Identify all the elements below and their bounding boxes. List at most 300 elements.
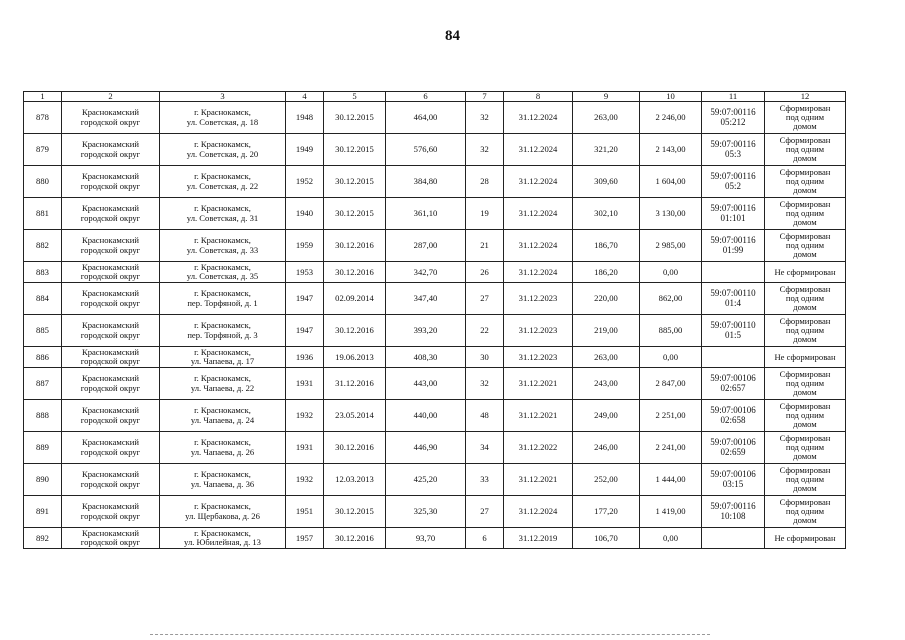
cadastral-cell xyxy=(702,262,765,283)
municipality-cell-line: Краснокамский xyxy=(81,320,140,331)
address-cell xyxy=(160,230,286,262)
address-cell xyxy=(160,102,286,134)
status-cell-line: под одним xyxy=(785,176,825,186)
status-cell-line: Сформирован xyxy=(779,283,831,294)
cadastral-cell-line: 02:658 xyxy=(720,414,746,425)
status-cell xyxy=(765,400,846,432)
people-cell: 21 xyxy=(466,230,504,262)
address-cell xyxy=(160,315,286,347)
row-number: 881 xyxy=(24,198,62,230)
status-cell-line: Сформирован xyxy=(779,198,831,209)
column-header-11: 11 xyxy=(702,92,765,102)
area-cell: 576,60 xyxy=(386,134,466,166)
value10-cell: 2 246,00 xyxy=(640,102,702,134)
status-cell-line: Не сформирован xyxy=(774,266,836,277)
area-cell: 425,20 xyxy=(386,464,466,496)
address-cell-line: г. Краснокамск, xyxy=(194,288,251,299)
row-number: 884 xyxy=(24,283,62,315)
status-cell-line: Сформирован xyxy=(779,400,831,411)
value9-cell: 106,70 xyxy=(573,528,640,549)
table-row xyxy=(24,134,846,166)
cadastral-cell-line: 02:659 xyxy=(720,446,746,457)
municipality-cell-line: городской округ xyxy=(80,356,141,367)
cadastral-cell xyxy=(702,528,765,549)
value10-cell: 1 444,00 xyxy=(640,464,702,496)
address-cell-line: ул. Юбилейная, д. 13 xyxy=(184,537,261,548)
municipality-cell-line: городской округ xyxy=(80,212,141,223)
footer-rule xyxy=(150,634,710,637)
municipality-cell-line: городской округ xyxy=(80,537,141,548)
municipality-cell-line: Краснокамский xyxy=(81,107,140,118)
address-cell-line: г. Краснокамск, xyxy=(194,139,251,150)
municipality-cell-line: Краснокамский xyxy=(81,139,140,150)
column-header-10: 10 xyxy=(640,92,702,102)
date-cell: 30.12.2016 xyxy=(324,432,386,464)
cadastral-cell-line: 03:15 xyxy=(722,478,744,489)
deadline-cell: 31.12.2023 xyxy=(504,347,573,368)
row-number: 879 xyxy=(24,134,62,166)
status-cell xyxy=(765,432,846,464)
address-cell xyxy=(160,368,286,400)
year-cell: 1952 xyxy=(286,166,324,198)
municipality-cell xyxy=(62,496,160,528)
municipality-cell-line: городской округ xyxy=(80,148,141,159)
year-cell: 1947 xyxy=(286,315,324,347)
cadastral-cell xyxy=(702,102,765,134)
people-cell: 34 xyxy=(466,432,504,464)
column-header-2: 2 xyxy=(62,92,160,102)
municipality-cell-line: Краснокамский xyxy=(81,405,140,416)
status-cell-line: под одним xyxy=(785,474,825,484)
column-header-3: 3 xyxy=(160,92,286,102)
cadastral-cell-line: 59:07:00106 xyxy=(710,373,756,384)
area-cell: 342,70 xyxy=(386,262,466,283)
column-header-8: 8 xyxy=(504,92,573,102)
year-cell: 1953 xyxy=(286,262,324,283)
deadline-cell: 31.12.2021 xyxy=(504,368,573,400)
table-row xyxy=(24,528,846,549)
date-cell: 23.05.2014 xyxy=(324,400,386,432)
value9-cell: 249,00 xyxy=(573,400,640,432)
municipality-cell xyxy=(62,464,160,496)
row-number: 878 xyxy=(24,102,62,134)
value9-cell: 263,00 xyxy=(573,102,640,134)
table-row xyxy=(24,198,846,230)
value10-cell: 3 130,00 xyxy=(640,198,702,230)
row-number: 883 xyxy=(24,262,62,283)
address-cell-line: г. Краснокамск, xyxy=(194,527,251,538)
date-cell: 30.12.2016 xyxy=(324,262,386,283)
value10-cell: 1 604,00 xyxy=(640,166,702,198)
address-cell-line: ул. Чапаева, д. 36 xyxy=(190,478,255,489)
municipality-cell xyxy=(62,283,160,315)
people-cell: 48 xyxy=(466,400,504,432)
status-cell-line: домом xyxy=(793,249,817,260)
status-cell xyxy=(765,166,846,198)
table-body xyxy=(24,102,846,549)
status-cell xyxy=(765,134,846,166)
address-cell xyxy=(160,198,286,230)
deadline-cell: 31.12.2024 xyxy=(504,102,573,134)
status-cell-line: Не сформирован xyxy=(774,351,836,362)
municipality-cell xyxy=(62,166,160,198)
cadastral-cell-line: 59:07:00106 xyxy=(710,405,756,416)
address-cell-line: г. Краснокамск, xyxy=(194,437,251,448)
year-cell: 1959 xyxy=(286,230,324,262)
area-cell: 393,20 xyxy=(386,315,466,347)
status-cell-line: Сформирован xyxy=(779,134,831,145)
value9-cell: 177,20 xyxy=(573,496,640,528)
cadastral-cell-line: 59:07:00116 xyxy=(710,203,756,214)
value9-cell: 186,70 xyxy=(573,230,640,262)
address-cell xyxy=(160,432,286,464)
municipality-cell-line: Краснокамский xyxy=(81,527,140,538)
municipality-cell-line: городской округ xyxy=(80,116,141,127)
area-cell: 287,00 xyxy=(386,230,466,262)
municipality-cell-line: Краснокамский xyxy=(81,346,140,357)
column-header-5: 5 xyxy=(324,92,386,102)
column-header-1: 1 xyxy=(24,92,62,102)
date-cell: 19.06.2013 xyxy=(324,347,386,368)
cadastral-cell xyxy=(702,496,765,528)
value9-cell: 186,20 xyxy=(573,262,640,283)
value10-cell: 0,00 xyxy=(640,347,702,368)
status-cell-line: под одним xyxy=(785,240,825,250)
people-cell: 27 xyxy=(466,496,504,528)
row-number: 880 xyxy=(24,166,62,198)
value10-cell: 1 419,00 xyxy=(640,496,702,528)
address-cell-line: г. Краснокамск, xyxy=(194,235,251,246)
status-cell-line: домом xyxy=(793,387,817,398)
address-cell-line: ул. Советская, д. 35 xyxy=(186,271,259,282)
municipality-cell xyxy=(62,368,160,400)
table-row xyxy=(24,368,846,400)
column-header-12: 12 xyxy=(765,92,846,102)
people-cell: 27 xyxy=(466,283,504,315)
date-cell: 30.12.2015 xyxy=(324,166,386,198)
municipality-cell-line: городской округ xyxy=(80,382,141,393)
municipality-cell-line: Краснокамский xyxy=(81,203,140,214)
date-cell: 30.12.2015 xyxy=(324,496,386,528)
address-cell-line: ул. Чапаева, д. 26 xyxy=(190,446,255,457)
cadastral-cell-line: 59:07:00116 xyxy=(710,139,756,150)
cadastral-cell-line: 05:3 xyxy=(724,148,741,159)
municipality-cell-line: городской округ xyxy=(80,180,141,191)
value10-cell: 0,00 xyxy=(640,262,702,283)
value9-cell: 246,00 xyxy=(573,432,640,464)
municipality-cell-line: Краснокамский xyxy=(81,235,140,246)
area-cell: 464,00 xyxy=(386,102,466,134)
address-cell-line: ул. Чапаева, д. 24 xyxy=(190,414,255,425)
municipality-cell-line: городской округ xyxy=(80,244,141,255)
date-cell: 30.12.2016 xyxy=(324,528,386,549)
table-row xyxy=(24,496,846,528)
address-cell-line: г. Краснокамск, xyxy=(194,171,251,182)
column-header-9: 9 xyxy=(573,92,640,102)
municipality-cell xyxy=(62,528,160,549)
people-cell: 30 xyxy=(466,347,504,368)
municipality-cell-line: городской округ xyxy=(80,329,141,340)
cadastral-cell-line: 02:657 xyxy=(720,382,746,393)
municipality-cell xyxy=(62,315,160,347)
deadline-cell: 31.12.2021 xyxy=(504,400,573,432)
people-cell: 32 xyxy=(466,102,504,134)
status-cell-line: домом xyxy=(793,121,817,132)
table-row xyxy=(24,315,846,347)
status-cell-line: домом xyxy=(793,483,817,494)
status-cell-line: под одним xyxy=(785,112,825,122)
municipality-cell-line: городской округ xyxy=(80,446,141,457)
value9-cell: 252,00 xyxy=(573,464,640,496)
row-number: 892 xyxy=(24,528,62,549)
value9-cell: 243,00 xyxy=(573,368,640,400)
status-cell-line: под одним xyxy=(785,378,825,388)
address-cell-line: ул. Советская, д. 22 xyxy=(186,180,259,191)
area-cell: 347,40 xyxy=(386,283,466,315)
cadastral-cell-line: 59:07:00116 xyxy=(710,107,756,118)
status-cell xyxy=(765,262,846,283)
date-cell: 30.12.2015 xyxy=(324,198,386,230)
address-cell-line: г. Краснокамск, xyxy=(194,405,251,416)
status-cell-line: домом xyxy=(793,217,817,228)
table-row xyxy=(24,166,846,198)
row-number: 882 xyxy=(24,230,62,262)
municipality-cell-line: городской округ xyxy=(80,510,141,521)
status-cell xyxy=(765,102,846,134)
address-cell xyxy=(160,262,286,283)
column-header-4: 4 xyxy=(286,92,324,102)
cadastral-cell-line: 59:07:00116 xyxy=(710,235,756,246)
address-cell xyxy=(160,496,286,528)
area-cell: 325,30 xyxy=(386,496,466,528)
table-row xyxy=(24,432,846,464)
value9-cell: 302,10 xyxy=(573,198,640,230)
status-cell-line: Сформирован xyxy=(779,166,831,177)
status-cell-line: Сформирован xyxy=(779,102,831,113)
year-cell: 1932 xyxy=(286,400,324,432)
housing-registry-table xyxy=(23,91,846,549)
row-number: 890 xyxy=(24,464,62,496)
area-cell: 408,30 xyxy=(386,347,466,368)
area-cell: 440,00 xyxy=(386,400,466,432)
address-cell xyxy=(160,464,286,496)
municipality-cell xyxy=(62,134,160,166)
date-cell: 12.03.2013 xyxy=(324,464,386,496)
address-cell xyxy=(160,283,286,315)
status-cell-line: под одним xyxy=(785,442,825,452)
address-cell xyxy=(160,347,286,368)
status-cell-line: домом xyxy=(793,515,817,526)
cadastral-cell-line: 59:07:00116 xyxy=(710,501,756,512)
row-number: 887 xyxy=(24,368,62,400)
value10-cell: 2 847,00 xyxy=(640,368,702,400)
row-number: 888 xyxy=(24,400,62,432)
municipality-cell-line: городской округ xyxy=(80,478,141,489)
deadline-cell: 31.12.2024 xyxy=(504,496,573,528)
address-cell-line: г. Краснокамск, xyxy=(194,346,251,357)
row-number: 889 xyxy=(24,432,62,464)
address-cell-line: пер. Торфяной, д. 1 xyxy=(187,297,258,308)
deadline-cell: 31.12.2024 xyxy=(504,134,573,166)
year-cell: 1936 xyxy=(286,347,324,368)
cadastral-cell-line: 59:07:00110 xyxy=(710,288,756,299)
municipality-cell-line: Краснокамский xyxy=(81,501,140,512)
municipality-cell xyxy=(62,400,160,432)
area-cell: 384,80 xyxy=(386,166,466,198)
address-cell-line: ул. Советская, д. 20 xyxy=(186,148,259,159)
column-header-6: 6 xyxy=(386,92,466,102)
date-cell: 30.12.2015 xyxy=(324,102,386,134)
table-row xyxy=(24,283,846,315)
municipality-cell xyxy=(62,198,160,230)
municipality-cell xyxy=(62,230,160,262)
cadastral-cell xyxy=(702,347,765,368)
address-cell-line: г. Краснокамск, xyxy=(194,469,251,480)
address-cell xyxy=(160,166,286,198)
status-cell-line: под одним xyxy=(785,325,825,335)
value9-cell: 263,00 xyxy=(573,347,640,368)
address-cell-line: ул. Чапаева, д. 17 xyxy=(190,356,255,367)
year-cell: 1931 xyxy=(286,368,324,400)
municipality-cell-line: Краснокамский xyxy=(81,437,140,448)
status-cell-line: домом xyxy=(793,302,817,313)
address-cell-line: г. Краснокамск, xyxy=(194,501,251,512)
deadline-cell: 31.12.2022 xyxy=(504,432,573,464)
status-cell xyxy=(765,230,846,262)
people-cell: 32 xyxy=(466,134,504,166)
cadastral-cell xyxy=(702,134,765,166)
status-cell xyxy=(765,528,846,549)
year-cell: 1949 xyxy=(286,134,324,166)
row-number: 891 xyxy=(24,496,62,528)
deadline-cell: 31.12.2024 xyxy=(504,166,573,198)
address-cell xyxy=(160,134,286,166)
year-cell: 1948 xyxy=(286,102,324,134)
deadline-cell: 31.12.2023 xyxy=(504,283,573,315)
table-row xyxy=(24,102,846,134)
status-cell xyxy=(765,496,846,528)
people-cell: 32 xyxy=(466,368,504,400)
status-cell-line: Сформирован xyxy=(779,315,831,326)
address-cell xyxy=(160,400,286,432)
cadastral-cell-line: 10:108 xyxy=(720,510,746,521)
status-cell-line: Сформирован xyxy=(779,496,831,507)
municipality-cell-line: городской округ xyxy=(80,414,141,425)
address-cell-line: ул. Советская, д. 33 xyxy=(186,244,259,255)
people-cell: 6 xyxy=(466,528,504,549)
people-cell: 28 xyxy=(466,166,504,198)
address-cell-line: г. Краснокамск, xyxy=(194,320,251,331)
people-cell: 26 xyxy=(466,262,504,283)
deadline-cell: 31.12.2021 xyxy=(504,464,573,496)
cadastral-cell-line: 01:101 xyxy=(720,212,746,223)
cadastral-cell xyxy=(702,283,765,315)
value9-cell: 219,00 xyxy=(573,315,640,347)
date-cell: 30.12.2016 xyxy=(324,230,386,262)
cadastral-cell-line: 05:212 xyxy=(720,116,746,127)
status-cell-line: под одним xyxy=(785,410,825,420)
status-cell-line: домом xyxy=(793,419,817,430)
area-cell: 443,00 xyxy=(386,368,466,400)
cadastral-cell xyxy=(702,432,765,464)
municipality-cell-line: городской округ xyxy=(80,297,141,308)
municipality-cell xyxy=(62,347,160,368)
deadline-cell: 31.12.2019 xyxy=(504,528,573,549)
cadastral-cell-line: 59:07:00116 xyxy=(710,171,756,182)
cadastral-cell xyxy=(702,230,765,262)
year-cell: 1957 xyxy=(286,528,324,549)
cadastral-cell-line: 01:99 xyxy=(722,244,744,255)
municipality-cell xyxy=(62,262,160,283)
status-cell xyxy=(765,347,846,368)
status-cell-line: Сформирован xyxy=(779,464,831,475)
value10-cell: 0,00 xyxy=(640,528,702,549)
cadastral-cell-line: 59:07:00106 xyxy=(710,469,756,480)
address-cell-line: пер. Торфяной, д. 3 xyxy=(187,329,258,340)
deadline-cell: 31.12.2024 xyxy=(504,198,573,230)
municipality-cell-line: Краснокамский xyxy=(81,469,140,480)
municipality-cell xyxy=(62,102,160,134)
cadastral-cell-line: 01:5 xyxy=(724,329,741,340)
status-cell xyxy=(765,464,846,496)
municipality-cell-line: Краснокамский xyxy=(81,261,140,272)
municipality-cell-line: Краснокамский xyxy=(81,171,140,182)
status-cell-line: Не сформирован xyxy=(774,532,836,543)
date-cell: 30.12.2015 xyxy=(324,134,386,166)
address-cell-line: г. Краснокамск, xyxy=(194,261,251,272)
year-cell: 1940 xyxy=(286,198,324,230)
value9-cell: 220,00 xyxy=(573,283,640,315)
deadline-cell: 31.12.2024 xyxy=(504,230,573,262)
deadline-cell: 31.12.2023 xyxy=(504,315,573,347)
cadastral-cell-line: 01:4 xyxy=(724,297,741,308)
year-cell: 1931 xyxy=(286,432,324,464)
address-cell xyxy=(160,528,286,549)
status-cell-line: под одним xyxy=(785,506,825,516)
address-cell-line: ул. Чапаева, д. 22 xyxy=(190,382,255,393)
date-cell: 30.12.2016 xyxy=(324,315,386,347)
area-cell: 446,90 xyxy=(386,432,466,464)
status-cell-line: домом xyxy=(793,451,817,462)
area-cell: 93,70 xyxy=(386,528,466,549)
people-cell: 33 xyxy=(466,464,504,496)
status-cell-line: домом xyxy=(793,334,817,345)
table-row xyxy=(24,347,846,368)
value10-cell: 885,00 xyxy=(640,315,702,347)
status-cell-line: под одним xyxy=(785,293,825,303)
cadastral-cell xyxy=(702,368,765,400)
municipality-cell-line: Краснокамский xyxy=(81,288,140,299)
value10-cell: 2 241,00 xyxy=(640,432,702,464)
table-row xyxy=(24,464,846,496)
status-cell xyxy=(765,283,846,315)
date-cell: 31.12.2016 xyxy=(324,368,386,400)
table-header-row xyxy=(24,92,846,102)
address-cell-line: ул. Щербакова, д. 26 xyxy=(185,510,260,521)
status-cell-line: Сформирован xyxy=(779,432,831,443)
people-cell: 22 xyxy=(466,315,504,347)
value9-cell: 309,60 xyxy=(573,166,640,198)
status-cell-line: Сформирован xyxy=(779,368,831,379)
status-cell-line: Сформирован xyxy=(779,230,831,241)
area-cell: 361,10 xyxy=(386,198,466,230)
address-cell-line: г. Краснокамск, xyxy=(194,373,251,384)
cadastral-cell xyxy=(702,198,765,230)
municipality-cell xyxy=(62,432,160,464)
value10-cell: 2 985,00 xyxy=(640,230,702,262)
status-cell-line: под одним xyxy=(785,208,825,218)
date-cell: 02.09.2014 xyxy=(324,283,386,315)
